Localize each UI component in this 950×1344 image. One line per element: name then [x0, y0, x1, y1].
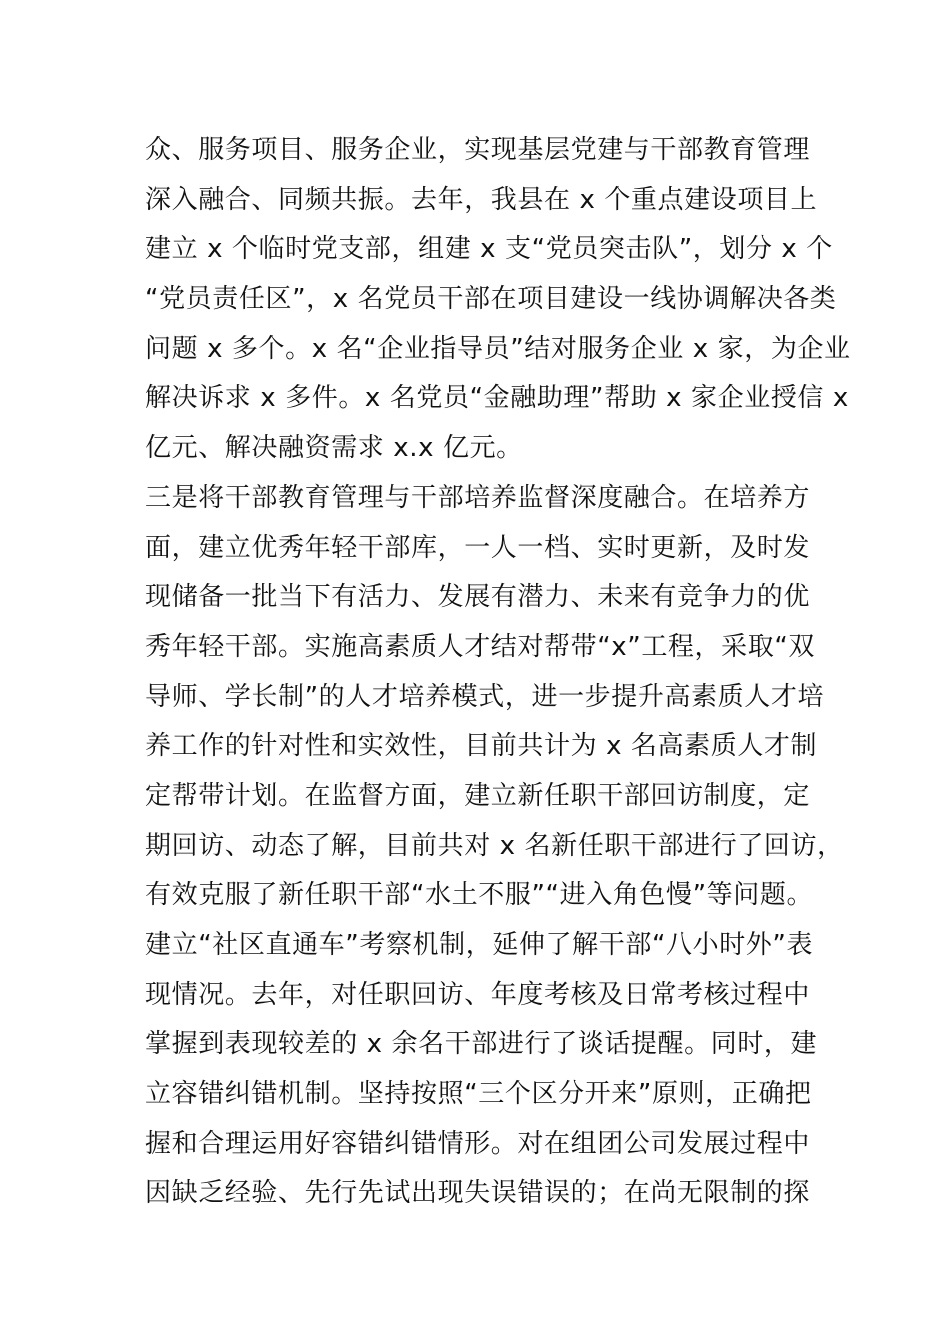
text-line: 定帮带计划。在监督方面，建立新任职干部回访制度，定 [145, 780, 811, 811]
text-line: 握和合理运用好容错纠错情形。对在组团公司发展过程中 [145, 1128, 811, 1159]
text-line: “党员责任区”，x 名党员干部在项目建设一线协调解决各类 [145, 284, 837, 315]
text-line: 建立“社区直通车”考察机制，延伸了解干部“八小时外”表 [145, 930, 814, 960]
text-line: 养工作的针对性和实效性，目前共计为 x 名高素质人才制 [145, 731, 818, 762]
text-line: 现储备一批当下有活力、发展有潜力、未来有竞争力的优 [145, 582, 811, 613]
text-line: 众、服务项目、服务企业，实现基层党建与干部教育管理 [145, 135, 811, 165]
text-line: 因缺乏经验、先行先试出现失误错误的；在尚无限制的探 [145, 1178, 811, 1209]
text-line: 面，建立优秀年轻干部库，一人一档、实时更新，及时发 [145, 532, 811, 563]
text-line: 期回访、动态了解，目前共对 x 名新任职干部进行了回访， [145, 830, 844, 861]
text-line: 掌握到表现较差的 x 余名干部进行了谈话提醒。同时，建 [145, 1029, 818, 1060]
text-line: 立容错纠错机制。坚持按照“三个区分开来”原则，正确把 [145, 1079, 812, 1110]
text-line: 导师、学长制”的人才培养模式，进一步提升高素质人才培 [145, 681, 825, 712]
body-text [145, 126, 851, 1219]
text-line: 有效克服了新任职干部“水土不服”“进入角色慢”等问题。 [145, 880, 814, 911]
text-line: 亿元、解决融资需求 x.x 亿元。 [145, 433, 523, 464]
text-line: 问题 x 多个。x 名“企业指导员”结对服务企业 x 家，为企业 [145, 333, 851, 364]
text-line: 深入融合、同频共振。去年，我县在 x 个重点建设项目上 [145, 184, 818, 215]
text-line: 解决诉求 x 多件。x 名党员“金融助理”帮助 x 家企业授信 x [145, 383, 849, 414]
text-line: 建立 x 个临时党支部，组建 x 支“党员突击队”，划分 x 个 [145, 234, 833, 265]
text-line: 现情况。去年，对任职回访、年度考核及日常考核过程中 [145, 979, 811, 1010]
text-line: 三是将干部教育管理与干部培养监督深度融合。在培养方 [145, 482, 811, 513]
text-line: 秀年轻干部。实施高素质人才结对帮带“x”工程，采取“双 [145, 631, 815, 662]
